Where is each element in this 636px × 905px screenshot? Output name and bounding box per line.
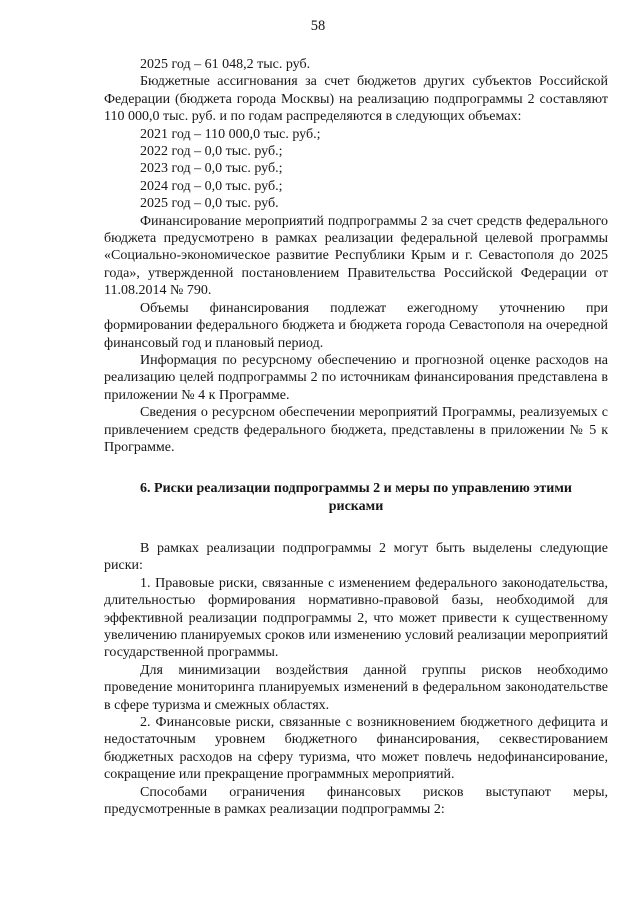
year-line: 2021 год – 110 000,0 тыс. руб.;: [140, 126, 321, 142]
year-line: 2025 год – 0,0 тыс. руб.: [140, 196, 279, 212]
year-line-2025-previous: 2025 год – 61 048,2 тыс. руб.: [140, 57, 311, 72]
paragraph-funding-volumes: Объемы финансирования подлежат ежегодному уточнению при формировании федерального бюджета и бюджета города Севастополя на очередной финансовый год и плановый период.: [104, 300, 608, 351]
spacer: [104, 516, 608, 540]
paragraph-risk-measures: Способами ограничения финансовых рисков выступают меры, предусмотренные в рамках реализации подпрограммы 2:: [104, 784, 608, 818]
paragraph-federal-funding: Финансирование мероприятий подпрограммы 2 за счет средств федерального бюджета предусмотрено в рамках реализации федеральной целевой программы «Социально-экономическое развитие Республики Крым и г. Севастополя до 2025 года», утвержденной постановлением Правительства Российской Федерации от 11.08.2014 № 790.: [104, 213, 608, 299]
page-number: 58: [310, 18, 326, 34]
section-heading: 6. Риски реализации подпрограммы 2 и меры по управлению этими рисками: [140, 481, 572, 515]
year-line: 2024 год – 0,0 тыс. руб.;: [140, 178, 283, 194]
paragraph-legal-risks: 1. Правовые риски, связанные с изменением федерального законодательства, длительностью формирования нормативно-правовой базы, необходимой для эффективной реализации подпрограммы 2, что может привести к существенному увеличению планируемых сроков или изменению условий реализации мероприятий государственной программы.: [104, 575, 608, 661]
document-body: [104, 56, 608, 818]
paragraph-resource-details: Сведения о ресурсном обеспечении мероприятий Программы, реализуемых с привлечением средств федерального бюджета, представлены в приложении № 5 к Программе.: [104, 405, 608, 455]
paragraph-moscow-budget: Бюджетные ассигнования за счет бюджетов других субъектов Российской Федерации (бюджета города Москвы) на реализацию подпрограммы 2 составляют 110 000,0 тыс. руб. и по годам распределяются в следующих объемах:: [104, 74, 608, 125]
paragraph-risk-minimization: Для минимизации воздействия данной группы рисков необходимо проведение мониторинга планируемых изменений в федеральном законодательстве в сфере туризма и смежных областях.: [104, 662, 608, 713]
year-line: 2023 год – 0,0 тыс. руб.;: [140, 161, 283, 177]
year-allocation-list: [104, 126, 608, 213]
paragraph-resource-info: Информация по ресурсному обеспечению и прогнозной оценке расходов на реализацию целей подпрограммы 2 по источникам финансирования представлена в приложении № 4 к Программе.: [104, 352, 608, 403]
paragraph-risks-intro: В рамках реализации подпрограммы 2 могут быть выделены следующие риски:: [104, 540, 608, 574]
paragraph-financial-risks: 2. Финансовые риски, связанные с возникновением бюджетного дефицита и недостаточным уровнем бюджетного финансирования, секвестированием бюджетных расходов на сферу туризма, что может повлечь недофинансирование, сокращение или прекращение программных мероприятий.: [104, 715, 608, 783]
year-line: 2022 год – 0,0 тыс. руб.;: [140, 144, 283, 160]
